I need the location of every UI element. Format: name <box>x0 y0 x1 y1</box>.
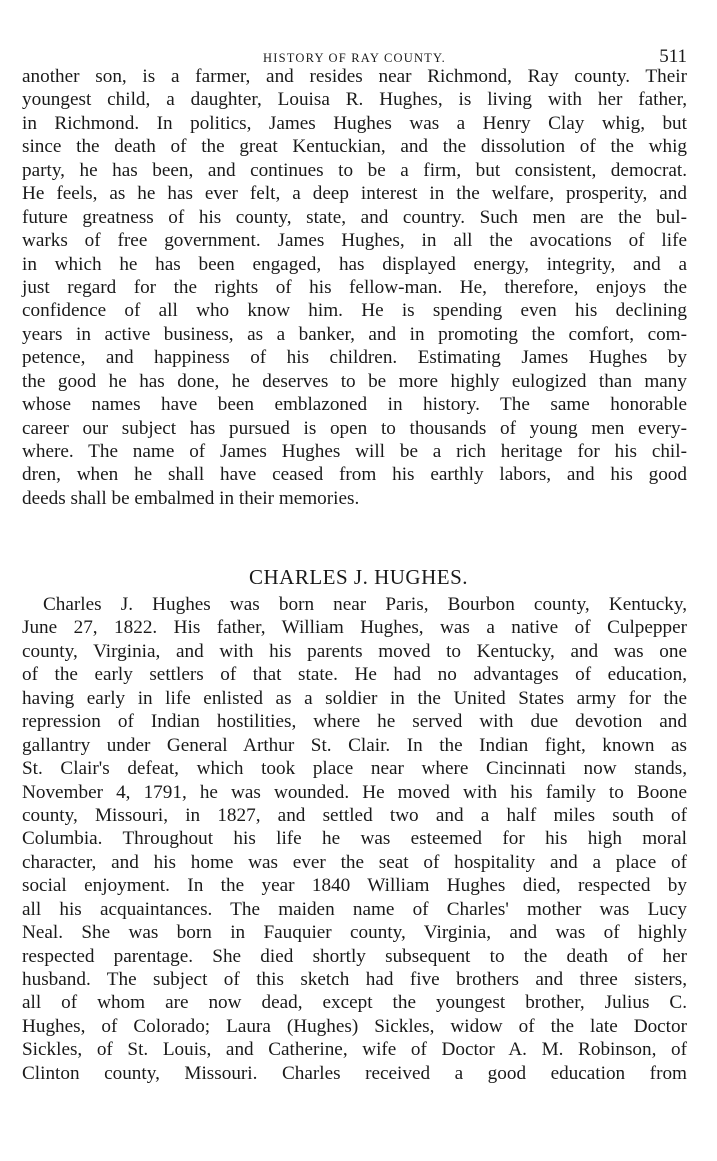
text-line: years in active business, as a banker, and in promoting the comfort, com- <box>22 323 687 345</box>
text-line: Neal. She was born in Fauquier county, Virginia, and was of highly <box>22 922 687 944</box>
text-line: respected parentage. She died shortly subsequent to the death of her <box>22 945 687 967</box>
text-line: future greatness of his county, state, and country. Such men are the bul- <box>22 206 687 228</box>
text-line: confidence of all who know him. He is spending even his declining <box>22 300 687 322</box>
paragraph-charles-hughes <box>22 593 687 1085</box>
text-line: gallantry under General Arthur St. Clair. In the Indian fight, known as <box>22 734 687 756</box>
paragraph-james-hughes <box>22 65 687 510</box>
text-line: June 27, 1822. His father, William Hughes, was a native of Culpepper <box>22 617 687 639</box>
running-title: HISTORY OF RAY COUNTY. <box>263 51 446 65</box>
text-line: party, he has been, and continues to be a firm, but consistent, democrat. <box>22 159 687 181</box>
text-line: He feels, as he has ever felt, a deep interest in the welfare, prosperity, and <box>22 183 687 205</box>
text-line: youngest child, a daughter, Louisa R. Hughes, is living with her father, <box>22 89 687 111</box>
text-line: Hughes, of Colorado; Laura (Hughes) Sickles, widow of the late Doctor <box>22 1015 687 1037</box>
text-line: repression of Indian hostilities, where he served with due devotion and <box>22 711 687 733</box>
page-number: 511 <box>659 46 687 67</box>
text-line: career our subject has pursued is open to thousands of young men every- <box>22 417 687 439</box>
text-line: another son, is a farmer, and resides near Richmond, Ray county. Their <box>22 66 687 87</box>
section-heading: CHARLES J. HUGHES. <box>248 565 469 589</box>
text-line: November 4, 1791, he was wounded. He moved with his family to Boone <box>22 781 687 803</box>
text-line: whose names have been emblazoned in history. The same honorable <box>22 394 687 416</box>
text-line: St. Clair's defeat, which took place near where Cincinnati now stands, <box>22 758 687 780</box>
text-line: of the early settlers of that state. He had no advantages of education, <box>22 664 687 686</box>
text-line: the good he has done, he deserves to be more highly eulogized than many <box>22 370 687 392</box>
text-line: all his acquaintances. The maiden name of Charles' mother was Lucy <box>22 898 687 920</box>
text-line: warks of free government. James Hughes, in all the avocations of life <box>22 230 687 252</box>
text-line: deeds shall be embalmed in their memories. <box>22 487 360 509</box>
text-line: since the death of the great Kentuckian, and the dissolution of the whig <box>22 136 687 158</box>
text-line: Sickles, of St. Louis, and Catherine, wife of Doctor A. M. Robinson, of <box>22 1039 687 1061</box>
text-line: Clinton county, Missouri. Charles received a good education from <box>22 1062 687 1084</box>
text-line: county, Missouri, in 1827, and settled two and a half miles south of <box>22 804 687 826</box>
text-line: in which he has been engaged, has displayed energy, integrity, and a <box>22 253 687 275</box>
text-line: husband. The subject of this sketch had five brothers and three sisters, <box>22 969 687 990</box>
text-line: character, and his home was ever the seat of hospitality and a place of <box>22 851 687 873</box>
text-line: all of whom are now dead, except the youngest brother, Julius C. <box>22 992 687 1014</box>
text-line: Charles J. Hughes was born near Paris, Bourbon county, Kentucky, <box>43 594 687 615</box>
text-line: social enjoyment. In the year 1840 William Hughes died, respected by <box>22 875 687 897</box>
text-line: where. The name of James Hughes will be a rich heritage for his chil- <box>22 441 687 462</box>
text-line: Columbia. Throughout his life he was esteemed for his high moral <box>22 828 687 850</box>
text-line: county, Virginia, and with his parents moved to Kentucky, and was one <box>22 640 687 662</box>
text-line: petence, and happiness of his children. Estimating James Hughes by <box>22 347 687 369</box>
text-line: in Richmond. In politics, James Hughes was a Henry Clay whig, but <box>22 112 687 134</box>
text-line: having early in life enlisted as a soldier in the United States army for the <box>22 687 687 709</box>
text-line: dren, when he shall have ceased from his earthly labors, and his good <box>22 464 687 486</box>
text-line: just regard for the rights of his fellow-man. He, therefore, enjoys the <box>22 276 687 298</box>
